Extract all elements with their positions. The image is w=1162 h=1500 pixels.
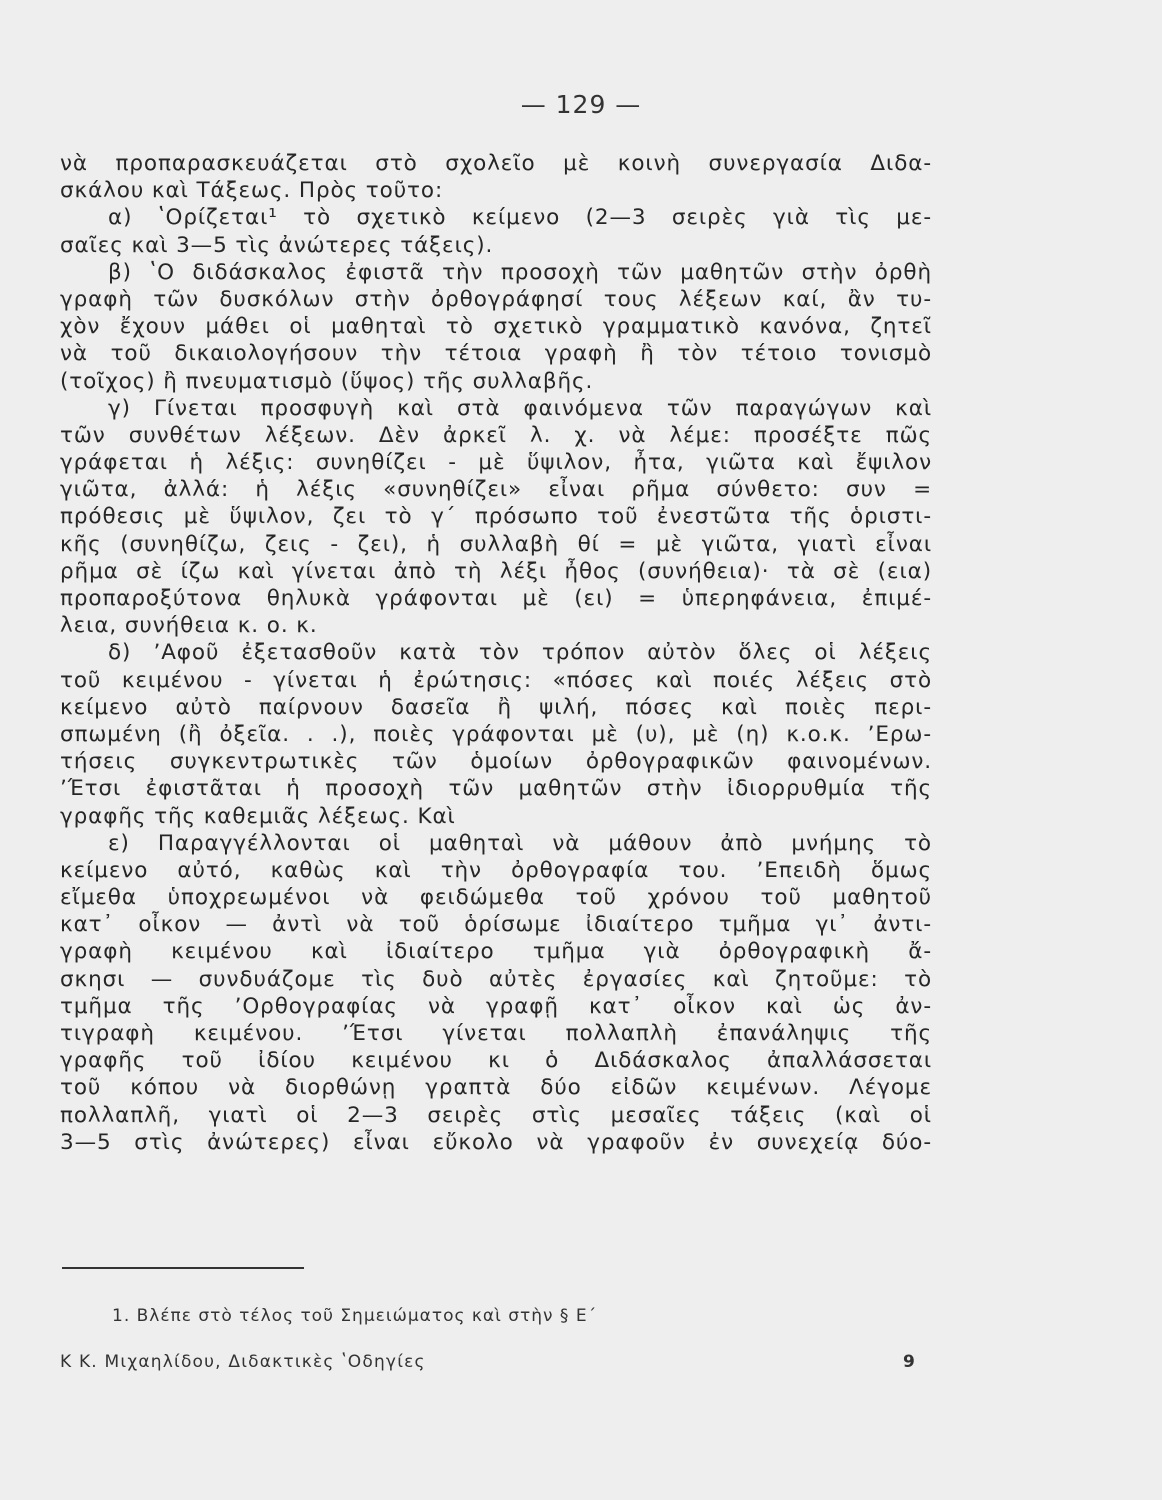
text-line: 3—5 στὶς ἀνώτερες) εἶναι εὔκολο νὰ γραφοῦν ἐν συνεχείᾳ δύο- bbox=[60, 1129, 932, 1155]
text-line: τοῦ κειμένου - γίνεται ἡ ἐρώτησις: «πόσες καὶ ποιές λέξεις στὸ bbox=[60, 667, 932, 693]
text-line: σκάλου καὶ Τάξεως. Πρὸς τοῦτο: bbox=[60, 178, 444, 204]
text-line: δ) ʼΑφοῦ ἐξετασθοῦν κατὰ τὸν τρόπον αὐτὸν ὅλες οἱ λέξεις bbox=[108, 640, 932, 666]
footnote-divider bbox=[62, 1267, 304, 1269]
text-line: ε) Παραγγέλλονται οἱ μαθηταὶ νὰ μάθουν ἀπὸ μνήμης τὸ bbox=[108, 830, 932, 856]
text-line: τοῦ κόπου νὰ διορθώνῃ γραπτὰ δύο εἰδῶν κειμένων. Λέγομε bbox=[60, 1075, 932, 1101]
text-line: κῆς (συνηθίζω, ζεις - ζει), ἡ συλλαβὴ θί = μὲ γιῶτα, γιατὶ εἶναι bbox=[60, 531, 932, 557]
text-line: γραφὴ τῶν δυσκόλων στὴν ὀρθογράφησί τους λέξεων καί, ἂν τυ- bbox=[60, 286, 932, 312]
text-line: σαῖες καὶ 3—5 τὶς ἀνώτερες τάξεις). bbox=[60, 232, 494, 258]
text-line: γραφῆς τῆς καθεμιᾶς λέξεως. Καὶ bbox=[60, 803, 456, 829]
text-line: γράφεται ἡ λέξις: συνηθίζει - μὲ ὕψιλον, ἦτα, γιῶτα καὶ ἔψιλον bbox=[60, 450, 932, 476]
text-line: (τοῖχος) ἢ πνευματισμὸ (ὕψος) τῆς συλλαβῆς. bbox=[60, 368, 594, 394]
page-number: — 129 — bbox=[520, 90, 642, 119]
text-line: γιῶτα, ἀλλά: ἡ λέξις «συνηθίζει» εἶναι ρῆμα σύνθετο: συν = bbox=[60, 477, 932, 503]
text-line: ʼΈτσι ἐφιστᾶται ἡ προσοχὴ τῶν μαθητῶν στὴν ἰδιορρυθμία τῆς bbox=[60, 776, 932, 802]
text-line: σπωμένη (ἢ ὀξεῖα. . .), ποιὲς γράφονται μὲ (υ), μὲ (η) κ.ο.κ. ʼΕρω- bbox=[60, 721, 932, 747]
text-line: πρόθεσις μὲ ὕψιλον, ζει τὸ γ΄ πρόσωπο τοῦ ἐνεστῶτα τῆς ὁριστι- bbox=[60, 504, 932, 530]
text-line: λεια, συνήθεια κ. ο. κ. bbox=[60, 613, 318, 639]
text-line: κείμενο αὐτὸ παίρνουν δασεῖα ἢ ψιλή, πόσες καὶ ποιὲς περι- bbox=[60, 694, 932, 720]
text-line: γραφῆς τοῦ ἰδίου κειμένου κι ὁ Διδάσκαλος ἀπαλλάσσεται bbox=[60, 1048, 932, 1074]
text-line: πολλαπλῆ, γιατὶ οἱ 2—3 σειρὲς στὶς μεσαῖες τάξεις (καὶ οἱ bbox=[60, 1102, 932, 1128]
text-line: γραφὴ κειμένου καὶ ἰδιαίτερο τμῆμα γιὰ ὀρθογραφικὴ ἄ- bbox=[60, 939, 932, 965]
text-line: κείμενο αὐτό, καθὼς καὶ τὴν ὀρθογραφία του. ʼΕπειδὴ ὅμως bbox=[60, 857, 932, 883]
text-line: τμῆμα τῆς ʼΟρθογραφίας νὰ γραφῇ κατ᾽ οἶκον καὶ ὡς ἀν- bbox=[60, 993, 932, 1019]
text-line: β) ʽΟ διδάσκαλος ἐφιστᾶ τὴν προσοχὴ τῶν μαθητῶν στὴν ὀρθὴ bbox=[108, 259, 932, 285]
text-line: ρῆμα σὲ ίζω καὶ γίνεται ἀπὸ τὴ λέξι ἦθος (συνήθεια)· τὰ σὲ (εια) bbox=[60, 558, 932, 584]
text-line: εἴμεθα ὑποχρεωμένοι νὰ φειδώμεθα τοῦ χρόνου τοῦ μαθητοῦ bbox=[60, 885, 932, 911]
text-line: σκησι — συνδυάζομε τὶς δυὸ αὐτὲς ἐργασίες καὶ ζητοῦμε: τὸ bbox=[60, 966, 932, 992]
text-line: προπαροξύτονα θηλυκὰ γράφονται μὲ (ει) = ὑπερηφάνεια, ἐπιμέ- bbox=[60, 586, 932, 611]
text-line: α) ʽΟρίζεται¹ τὸ σχετικὸ κείμενο (2—3 σειρὲς γιὰ τὶς με- bbox=[108, 205, 932, 231]
text-line: χὸν ἔχουν μάθει οἱ μαθηταὶ τὸ σχετικὸ γραμματικὸ κανόνα, ζητεῖ bbox=[60, 314, 932, 340]
text-line: τῶν συνθέτων λέξεων. Δὲν ἀρκεῖ λ. χ. νὰ λέμε: προσέξτε πῶς bbox=[60, 422, 932, 448]
text-line: τήσεις συγκεντρωτικὲς τῶν ὁμοίων ὀρθογραφικῶν φαινομένων. bbox=[60, 749, 932, 775]
footer-sheet-number: 9 bbox=[903, 1352, 915, 1372]
footer-signature: Κ Κ. Μιχαηλίδου, Διδακτικὲς ʽΟδηγίες bbox=[60, 1352, 426, 1372]
text-line: τιγραφὴ κειμένου. ʼΈτσι γίνεται πολλαπλὴ ἐπανάληψις τῆς bbox=[60, 1021, 932, 1046]
text-line: νὰ προπαρασκευάζεται στὸ σχολεῖο μὲ κοινὴ συνεργασία Διδα- bbox=[60, 151, 932, 176]
body-text bbox=[60, 150, 932, 1156]
text-line: κατ᾽ οἶκον — ἀντὶ νὰ τοῦ ὁρίσωμε ἰδιαίτερο τμῆμα γι᾽ ἀντι- bbox=[60, 912, 932, 938]
text-line: νὰ τοῦ δικαιολογήσουν τὴν τέτοια γραφὴ ἢ τὸν τέτοιο τονισμὸ bbox=[60, 341, 932, 367]
footnote: 1. Βλέπε στὸ τέλος τοῦ Σημειώματος καὶ στὴν § Ε΄ bbox=[112, 1306, 598, 1326]
text-line: γ) Γίνεται προσφυγὴ καὶ στὰ φαινόμενα τῶν παραγώγων καὶ bbox=[108, 395, 932, 421]
